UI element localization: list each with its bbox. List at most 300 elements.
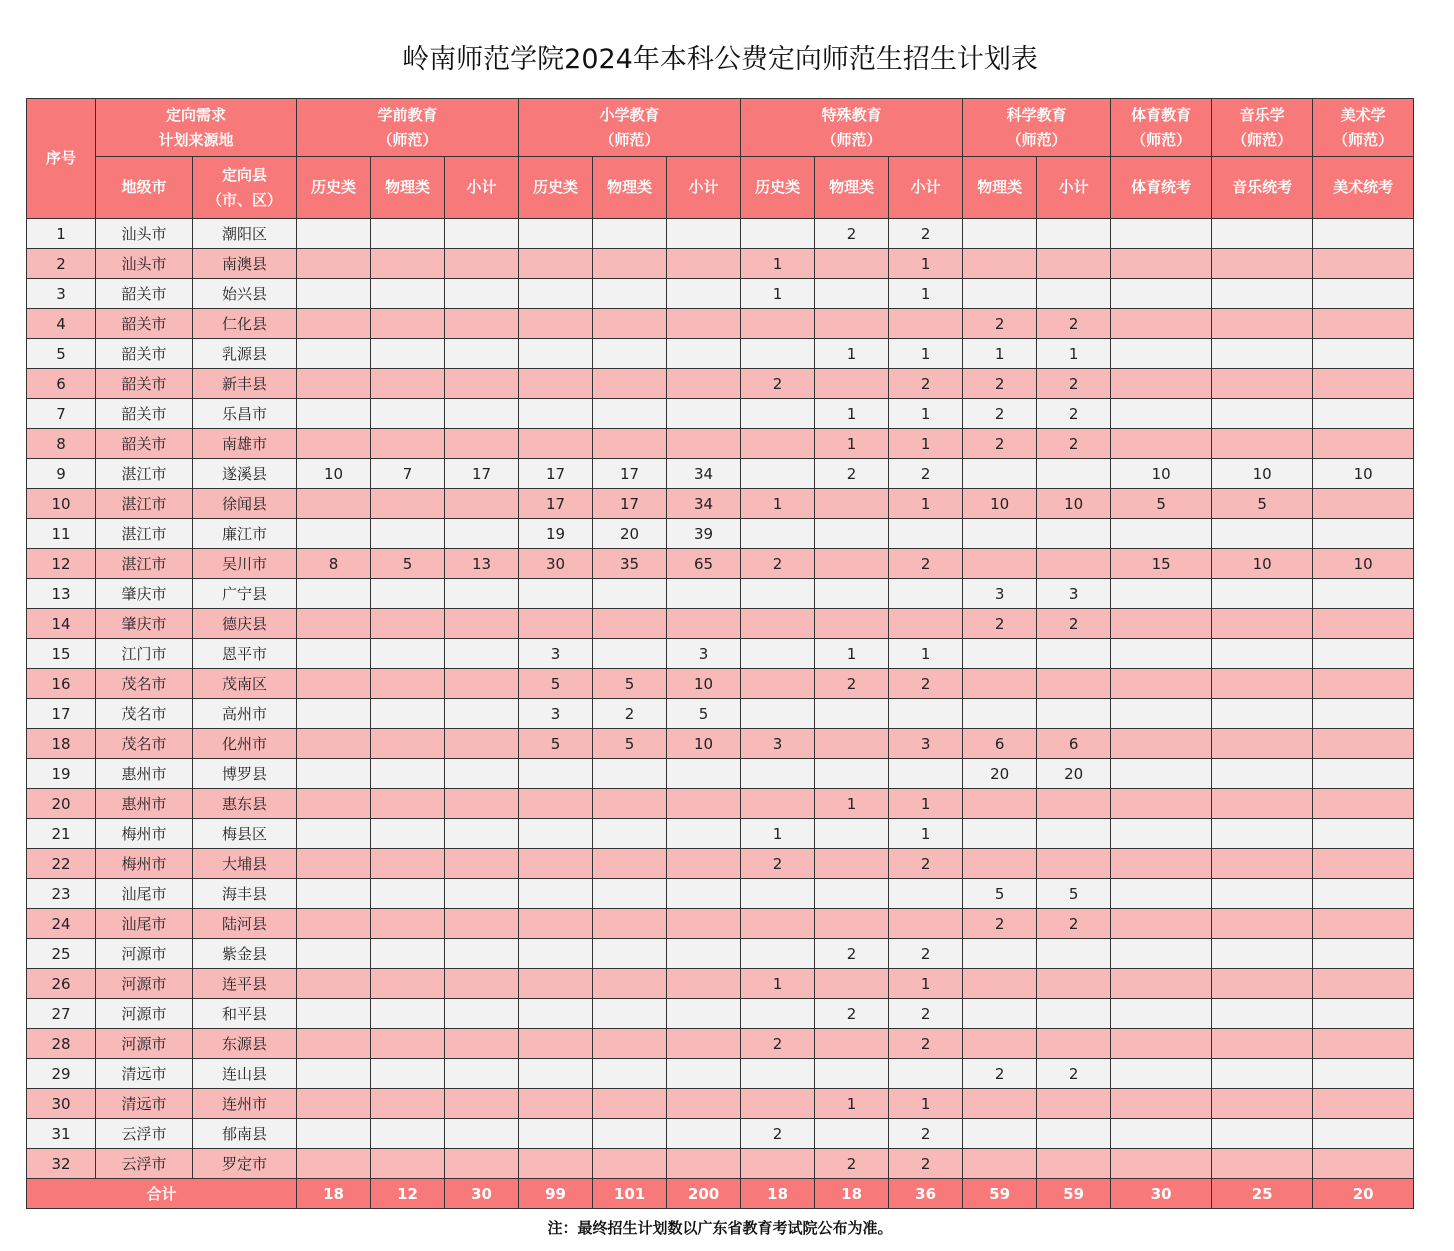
table-cell <box>519 249 593 279</box>
table-cell: 10 <box>667 669 741 699</box>
table-cell: 1 <box>741 249 815 279</box>
table-cell <box>445 489 519 519</box>
row-city: 河源市 <box>96 1029 193 1059</box>
table-cell <box>593 1059 667 1089</box>
table-cell <box>1212 429 1313 459</box>
group-sublabel: （师范） <box>377 130 438 149</box>
table-cell <box>445 369 519 399</box>
table-cell <box>593 1089 667 1119</box>
row-city: 江门市 <box>96 639 193 669</box>
table-cell <box>445 519 519 549</box>
table-cell: 1 <box>889 429 963 459</box>
table-cell <box>519 939 593 969</box>
table-cell <box>667 1029 741 1059</box>
table-cell <box>1212 759 1313 789</box>
table-cell: 5 <box>1037 879 1111 909</box>
table-cell <box>297 879 371 909</box>
table-cell: 2 <box>963 369 1037 399</box>
table-cell <box>445 219 519 249</box>
table-cell <box>1313 939 1414 969</box>
table-cell <box>297 399 371 429</box>
table-cell <box>815 549 889 579</box>
header-group-pe <box>1111 99 1212 157</box>
header-group-special <box>741 99 963 157</box>
table-cell <box>1111 1059 1212 1089</box>
table-cell <box>593 789 667 819</box>
table-cell <box>1111 639 1212 669</box>
table-cell <box>1212 279 1313 309</box>
table-cell <box>963 1149 1037 1179</box>
group-label: 学前教育 <box>377 105 438 124</box>
table-cell <box>371 999 445 1029</box>
table-cell <box>667 369 741 399</box>
header-sub: 小计 <box>889 157 963 219</box>
table-cell <box>963 699 1037 729</box>
enrollment-plan-table <box>26 98 1414 1209</box>
table-cell <box>519 279 593 309</box>
table-cell: 2 <box>889 1149 963 1179</box>
header-sub: 体育统考 <box>1111 157 1212 219</box>
table-cell <box>1037 219 1111 249</box>
row-county: 梅县区 <box>193 819 297 849</box>
table-cell: 2 <box>889 849 963 879</box>
row-seq: 23 <box>27 879 96 909</box>
table-cell: 17 <box>519 459 593 489</box>
table-cell <box>1212 999 1313 1029</box>
table-cell <box>1111 729 1212 759</box>
row-county: 德庆县 <box>193 609 297 639</box>
row-county: 遂溪县 <box>193 459 297 489</box>
table-cell <box>1212 729 1313 759</box>
table-cell <box>297 309 371 339</box>
table-row <box>27 819 1414 849</box>
table-cell <box>593 999 667 1029</box>
table-row <box>27 909 1414 939</box>
table-row <box>27 459 1414 489</box>
table-row <box>27 1089 1414 1119</box>
table-row <box>27 879 1414 909</box>
row-city: 肇庆市 <box>96 609 193 639</box>
table-cell <box>1313 489 1414 519</box>
table-cell <box>593 1119 667 1149</box>
table-cell <box>1111 819 1212 849</box>
table-row <box>27 1059 1414 1089</box>
table-cell <box>1111 1089 1212 1119</box>
header-sub: 物理类 <box>593 157 667 219</box>
table-cell: 20 <box>1037 759 1111 789</box>
row-county: 南澳县 <box>193 249 297 279</box>
table-cell: 10 <box>297 459 371 489</box>
table-cell <box>593 399 667 429</box>
table-cell: 1 <box>889 489 963 519</box>
table-cell: 1 <box>815 639 889 669</box>
table-cell <box>1313 219 1414 249</box>
row-seq: 30 <box>27 1089 96 1119</box>
table-cell <box>741 609 815 639</box>
table-cell: 65 <box>667 549 741 579</box>
table-cell <box>297 1149 371 1179</box>
row-county: 紫金县 <box>193 939 297 969</box>
table-cell: 2 <box>815 219 889 249</box>
table-row <box>27 489 1414 519</box>
table-cell <box>593 969 667 999</box>
table-cell <box>1111 789 1212 819</box>
table-cell: 1 <box>815 789 889 819</box>
table-cell: 2 <box>815 939 889 969</box>
table-cell <box>741 939 815 969</box>
table-cell <box>593 249 667 279</box>
table-cell <box>297 249 371 279</box>
table-cell <box>815 969 889 999</box>
table-row <box>27 519 1414 549</box>
table-cell: 2 <box>815 999 889 1029</box>
table-cell: 10 <box>1111 459 1212 489</box>
table-cell <box>815 249 889 279</box>
table-cell: 5 <box>593 729 667 759</box>
header-county <box>193 157 297 219</box>
row-seq: 18 <box>27 729 96 759</box>
table-row <box>27 729 1414 759</box>
table-cell: 1 <box>889 789 963 819</box>
table-cell <box>815 879 889 909</box>
table-cell <box>371 399 445 429</box>
table-cell <box>963 459 1037 489</box>
table-cell <box>1313 759 1414 789</box>
row-seq: 19 <box>27 759 96 789</box>
table-cell <box>519 1059 593 1089</box>
header-source-line2: 计划来源地 <box>158 130 234 149</box>
table-cell <box>371 609 445 639</box>
table-cell: 10 <box>1212 459 1313 489</box>
total-cell: 20 <box>1313 1179 1414 1209</box>
table-cell <box>1037 789 1111 819</box>
table-cell <box>445 1089 519 1119</box>
table-cell <box>297 699 371 729</box>
table-cell <box>519 759 593 789</box>
table-cell: 2 <box>815 669 889 699</box>
table-cell <box>1037 249 1111 279</box>
table-cell: 1 <box>889 279 963 309</box>
table-cell <box>1111 249 1212 279</box>
table-cell <box>963 1089 1037 1119</box>
table-cell <box>815 519 889 549</box>
table-cell: 2 <box>889 549 963 579</box>
table-cell <box>741 789 815 819</box>
table-cell <box>445 789 519 819</box>
table-cell <box>1111 939 1212 969</box>
table-cell: 2 <box>1037 399 1111 429</box>
table-cell: 2 <box>889 1119 963 1149</box>
table-cell: 10 <box>1212 549 1313 579</box>
table-cell <box>741 999 815 1029</box>
table-cell <box>1037 969 1111 999</box>
table-cell <box>1037 549 1111 579</box>
table-cell <box>667 849 741 879</box>
table-cell: 2 <box>741 549 815 579</box>
header-sub: 历史类 <box>741 157 815 219</box>
table-cell <box>371 909 445 939</box>
row-county: 乳源县 <box>193 339 297 369</box>
table-row <box>27 279 1414 309</box>
table-row <box>27 669 1414 699</box>
table-cell <box>1111 429 1212 459</box>
table-cell <box>1037 819 1111 849</box>
table-cell <box>519 849 593 879</box>
table-cell <box>1037 999 1111 1029</box>
header-county-line2: （市、区） <box>207 190 283 209</box>
row-city: 汕尾市 <box>96 909 193 939</box>
table-cell <box>1111 1149 1212 1179</box>
table-cell <box>593 849 667 879</box>
table-cell <box>741 639 815 669</box>
row-county: 新丰县 <box>193 369 297 399</box>
table-cell <box>445 639 519 669</box>
table-cell <box>1212 789 1313 819</box>
table-cell <box>1313 639 1414 669</box>
table-cell: 1 <box>741 489 815 519</box>
group-label: 体育教育 <box>1131 105 1192 124</box>
table-cell <box>1313 249 1414 279</box>
row-city: 汕尾市 <box>96 879 193 909</box>
group-sublabel: （师范） <box>1131 130 1192 149</box>
table-cell <box>815 1059 889 1089</box>
table-cell: 2 <box>815 1149 889 1179</box>
table-cell <box>1111 399 1212 429</box>
table-cell: 10 <box>667 729 741 759</box>
table-cell: 1 <box>815 1089 889 1119</box>
total-cell: 12 <box>371 1179 445 1209</box>
table-cell <box>1212 1059 1313 1089</box>
table-cell <box>667 1119 741 1149</box>
table-cell <box>593 609 667 639</box>
table-cell: 2 <box>963 309 1037 339</box>
row-seq: 4 <box>27 309 96 339</box>
table-cell <box>593 1029 667 1059</box>
table-cell <box>815 309 889 339</box>
total-cell: 59 <box>1037 1179 1111 1209</box>
table-cell <box>445 279 519 309</box>
table-cell: 5 <box>1212 489 1313 519</box>
table-cell <box>1037 519 1111 549</box>
table-cell <box>741 399 815 429</box>
table-cell: 2 <box>741 1119 815 1149</box>
table-cell <box>815 1029 889 1059</box>
table-cell <box>741 429 815 459</box>
table-cell <box>1111 699 1212 729</box>
table-cell: 2 <box>741 849 815 879</box>
row-city: 清远市 <box>96 1089 193 1119</box>
table-row <box>27 309 1414 339</box>
table-cell <box>297 519 371 549</box>
table-cell <box>667 279 741 309</box>
table-cell: 1 <box>889 819 963 849</box>
table-cell <box>667 759 741 789</box>
row-county: 恩平市 <box>193 639 297 669</box>
table-cell <box>1111 309 1212 339</box>
row-county: 高州市 <box>193 699 297 729</box>
table-cell <box>1212 519 1313 549</box>
table-cell <box>1313 1029 1414 1059</box>
table-cell: 34 <box>667 459 741 489</box>
row-seq: 29 <box>27 1059 96 1089</box>
table-cell: 1 <box>889 249 963 279</box>
row-county: 博罗县 <box>193 759 297 789</box>
table-cell <box>593 909 667 939</box>
header-group-primary <box>519 99 741 157</box>
table-cell <box>1037 1089 1111 1119</box>
table-cell <box>741 669 815 699</box>
table-cell <box>593 879 667 909</box>
group-sublabel: （师范） <box>599 130 660 149</box>
table-cell: 35 <box>593 549 667 579</box>
row-county: 罗定市 <box>193 1149 297 1179</box>
table-cell <box>1212 1119 1313 1149</box>
table-cell <box>667 339 741 369</box>
table-cell: 1 <box>889 639 963 669</box>
table-cell <box>741 759 815 789</box>
table-row <box>27 939 1414 969</box>
row-county: 徐闻县 <box>193 489 297 519</box>
table-cell <box>371 279 445 309</box>
table-cell <box>1037 699 1111 729</box>
table-cell: 6 <box>1037 729 1111 759</box>
table-cell <box>519 969 593 999</box>
table-cell: 1 <box>889 1089 963 1119</box>
table-cell: 2 <box>1037 309 1111 339</box>
table-cell <box>667 609 741 639</box>
table-cell <box>519 1149 593 1179</box>
row-county: 连州市 <box>193 1089 297 1119</box>
header-sub: 历史类 <box>519 157 593 219</box>
table-cell <box>889 759 963 789</box>
table-cell <box>519 579 593 609</box>
table-cell <box>667 309 741 339</box>
table-cell <box>1313 429 1414 459</box>
table-cell <box>1111 279 1212 309</box>
row-county: 郁南县 <box>193 1119 297 1149</box>
row-city: 云浮市 <box>96 1119 193 1149</box>
table-cell: 20 <box>593 519 667 549</box>
table-cell <box>1313 849 1414 879</box>
table-cell <box>815 759 889 789</box>
table-cell: 10 <box>963 489 1037 519</box>
row-city: 韶关市 <box>96 429 193 459</box>
table-cell <box>741 1059 815 1089</box>
table-cell <box>1212 939 1313 969</box>
row-city: 韶关市 <box>96 399 193 429</box>
table-cell <box>1037 939 1111 969</box>
table-cell <box>815 729 889 759</box>
row-seq: 5 <box>27 339 96 369</box>
table-cell <box>1313 909 1414 939</box>
table-cell <box>963 939 1037 969</box>
table-cell <box>519 339 593 369</box>
table-cell <box>815 579 889 609</box>
table-cell <box>815 369 889 399</box>
row-city: 惠州市 <box>96 759 193 789</box>
table-cell <box>371 879 445 909</box>
total-cell: 200 <box>667 1179 741 1209</box>
table-cell <box>445 429 519 459</box>
table-cell <box>667 1059 741 1089</box>
total-cell: 18 <box>815 1179 889 1209</box>
total-cell: 30 <box>445 1179 519 1209</box>
header-sub: 物理类 <box>963 157 1037 219</box>
table-cell: 1 <box>889 339 963 369</box>
table-cell <box>667 999 741 1029</box>
table-cell <box>297 819 371 849</box>
table-cell <box>1037 849 1111 879</box>
row-county: 南雄市 <box>193 429 297 459</box>
table-cell <box>1212 309 1313 339</box>
table-cell <box>1212 969 1313 999</box>
table-cell <box>1037 279 1111 309</box>
table-cell <box>1212 819 1313 849</box>
row-county: 连平县 <box>193 969 297 999</box>
table-cell <box>889 579 963 609</box>
table-cell <box>519 399 593 429</box>
table-cell <box>371 429 445 459</box>
table-cell <box>297 999 371 1029</box>
table-cell <box>519 789 593 819</box>
table-cell <box>297 489 371 519</box>
table-cell <box>667 219 741 249</box>
table-cell: 1 <box>889 399 963 429</box>
table-cell <box>667 399 741 429</box>
table-cell: 2 <box>963 1059 1037 1089</box>
table-cell <box>1111 579 1212 609</box>
table-cell <box>815 849 889 879</box>
table-cell <box>593 759 667 789</box>
table-cell <box>1212 669 1313 699</box>
table-cell <box>1111 669 1212 699</box>
table-cell <box>1212 1149 1313 1179</box>
header-group-science <box>963 99 1111 157</box>
table-cell <box>1313 669 1414 699</box>
table-cell <box>741 879 815 909</box>
table-cell <box>371 759 445 789</box>
table-cell <box>593 219 667 249</box>
row-seq: 25 <box>27 939 96 969</box>
table-cell: 5 <box>519 669 593 699</box>
table-cell <box>371 819 445 849</box>
table-cell: 3 <box>889 729 963 759</box>
header-county-line1: 定向县 <box>222 165 268 184</box>
row-seq: 3 <box>27 279 96 309</box>
table-cell <box>1212 219 1313 249</box>
table-cell <box>371 1089 445 1119</box>
table-row <box>27 249 1414 279</box>
row-city: 湛江市 <box>96 549 193 579</box>
table-cell <box>667 1089 741 1119</box>
header-sub: 小计 <box>667 157 741 219</box>
table-cell: 2 <box>889 669 963 699</box>
table-cell: 1 <box>889 969 963 999</box>
table-cell <box>815 1119 889 1149</box>
table-body <box>27 219 1414 1179</box>
table-cell <box>445 939 519 969</box>
table-cell: 2 <box>889 939 963 969</box>
group-label: 特殊教育 <box>821 105 882 124</box>
table-cell <box>667 819 741 849</box>
table-cell <box>297 429 371 459</box>
table-cell <box>371 969 445 999</box>
table-cell <box>297 279 371 309</box>
table-cell <box>1313 819 1414 849</box>
table-cell <box>1313 879 1414 909</box>
table-cell: 3 <box>1037 579 1111 609</box>
table-cell <box>445 849 519 879</box>
